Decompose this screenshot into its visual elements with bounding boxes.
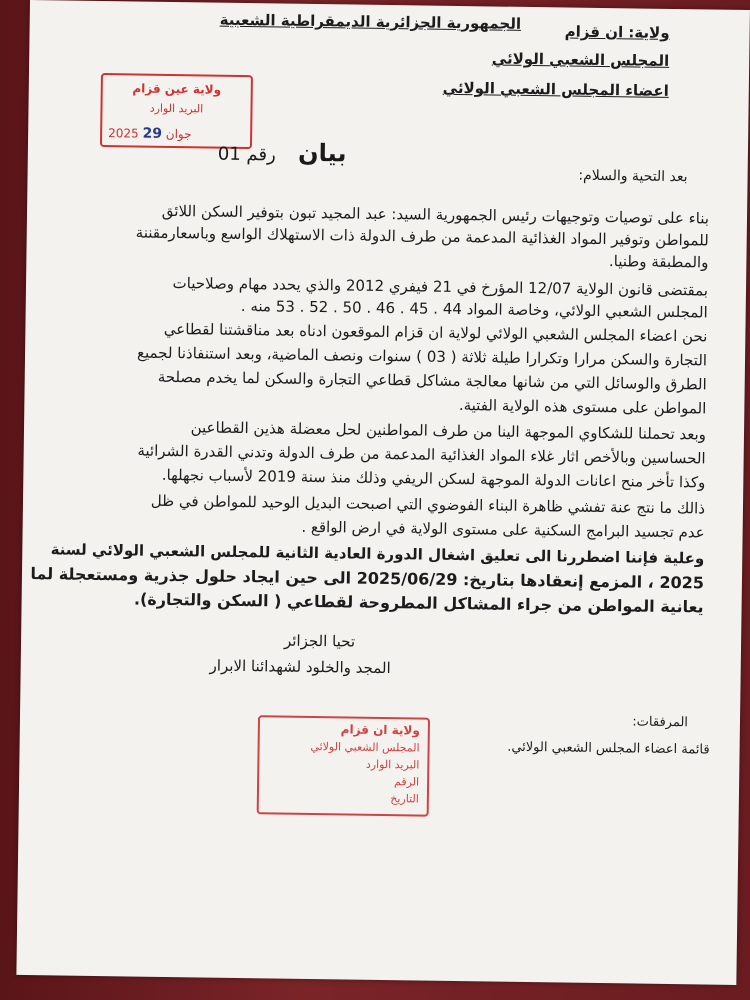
- republic-header: الجمهورية الجزائرية الديمقراطية الشعبية: [219, 10, 522, 33]
- document-page: [16, 0, 750, 985]
- council-stamp-line-1: المجلس الشعبي الولائي: [310, 739, 420, 755]
- body-line: ذالك ما نتج عنة تفشي ظاهرة البناء الفوضوي التي اصبحت البديل الوحيد للمواطن في ظل: [150, 491, 706, 518]
- body-line: عدم تجسيد البرامج السكنية على مستوى الولاية في ارض الواقع .: [301, 517, 705, 542]
- body-line: نحن اعضاء المجلس الشعبي الولائي لولاية ان قزام الموقعون ادناه بعد مناقشتنا لقطاعي: [163, 319, 708, 346]
- body-line: بمقتضى قانون الولاية 12/07 المؤرخ في 21 فيفري 2012 والذي يحدد مهام وصلاحيات: [172, 274, 709, 300]
- body-line: وعلية فإننا اضطررنا الى تعليق اشغال الدورة العادية الثانية للمجلس الشعبي الولائي لسنة: [50, 540, 705, 568]
- closing-line-2: المجد والخلود لشهدائنا الابرار: [209, 656, 391, 678]
- body-line: والمطبقة وطنيا.: [608, 252, 709, 272]
- body-line: يعانية المواطن من جراء المشاكل المطروحة لقطاعي ( السكن والتجارة).: [133, 589, 704, 617]
- council-stamp-line-2: البريد الوارد: [365, 757, 420, 772]
- stamp-date-printed: 2025 جوان: [108, 126, 192, 142]
- body-line: المجلس الشعبي الولائي، وخاصة المواد 44 . 45 . 46 . 50 . 52 . 53 منه .: [240, 296, 708, 322]
- body-line: المواطن على مستوى هذه الولاية الفتية.: [458, 396, 707, 418]
- body-line: بناء على توصيات وتوجيهات رئيس الجمهورية السيد: عبد المجيد تبون بتوفير السكن اللائق: [161, 201, 710, 228]
- document-title: [218, 138, 347, 168]
- stamp-date: [108, 125, 192, 142]
- body-line: الحساسين وبالأخص اثار غلاء المواد الغذائية المدعمة من طرف الدولة وتدني القدرة الشرائية: [137, 441, 706, 468]
- body-line: 2025 ، المزمع إنعقادها بتاريخ: 2025/06/29 الى حين ايجاد حلول جذرية ومستعجلة لما: [30, 564, 705, 593]
- wilaya-header: ولاية: ان قزام: [564, 22, 670, 42]
- members-header: اعضاء المجلس الشعبي الولائي: [442, 78, 669, 100]
- attachments-item: قائمة اعضاء المجلس الشعبي الولائي.: [507, 739, 710, 758]
- council-header: المجلس الشعبي الولائي: [491, 49, 670, 70]
- council-stamp-line-3: الرقم: [393, 775, 420, 789]
- body-line: للمواطن وتوفير المواد الغذائية المدعمة من طرف الدولة ذات الاستهلاك الواسع وباسعارمقننة: [135, 223, 709, 250]
- title-text: بيان: [297, 138, 347, 168]
- body-line: الطرق والوسائل التي من شانها معالجة مشاكل قطاعي التجارة والسكن لما يخدم مصلحة: [157, 367, 707, 394]
- closing-line-1: تحيا الجزائر: [283, 631, 356, 651]
- stamp-date-handwritten: 29: [142, 125, 163, 142]
- body-line: التجارة والسكن مرارا وتكرارا طيلة ثلاثة ( 03 ) سنوات ونصف الماضية، وبعد استنفاذنا لجميع: [136, 343, 708, 370]
- council-stamp: [257, 715, 430, 816]
- council-stamp-title: ولاية ان قزام: [340, 722, 420, 738]
- body-line: وبعد تحملنا للشكاوي الموجهة الينا من طرف المواطنين لحل معضلة هذين القطاعين: [190, 418, 707, 444]
- attachments-label: المرفقات:: [632, 714, 689, 731]
- council-stamp-line-4: التاريخ: [390, 792, 419, 806]
- body-line: وكذا تأخر منح اعانات الدولة الموجهة لسكن الريفي وذلك منذ سنة 2019 لأسباب نجهلها.: [161, 465, 706, 492]
- title-number: رقم 01: [217, 143, 276, 166]
- stamp-title: ولاية عين قزام: [132, 81, 222, 97]
- greeting: بعد التحية والسلام:: [578, 167, 688, 186]
- stamp-subtitle: البريد الوارد: [149, 101, 204, 116]
